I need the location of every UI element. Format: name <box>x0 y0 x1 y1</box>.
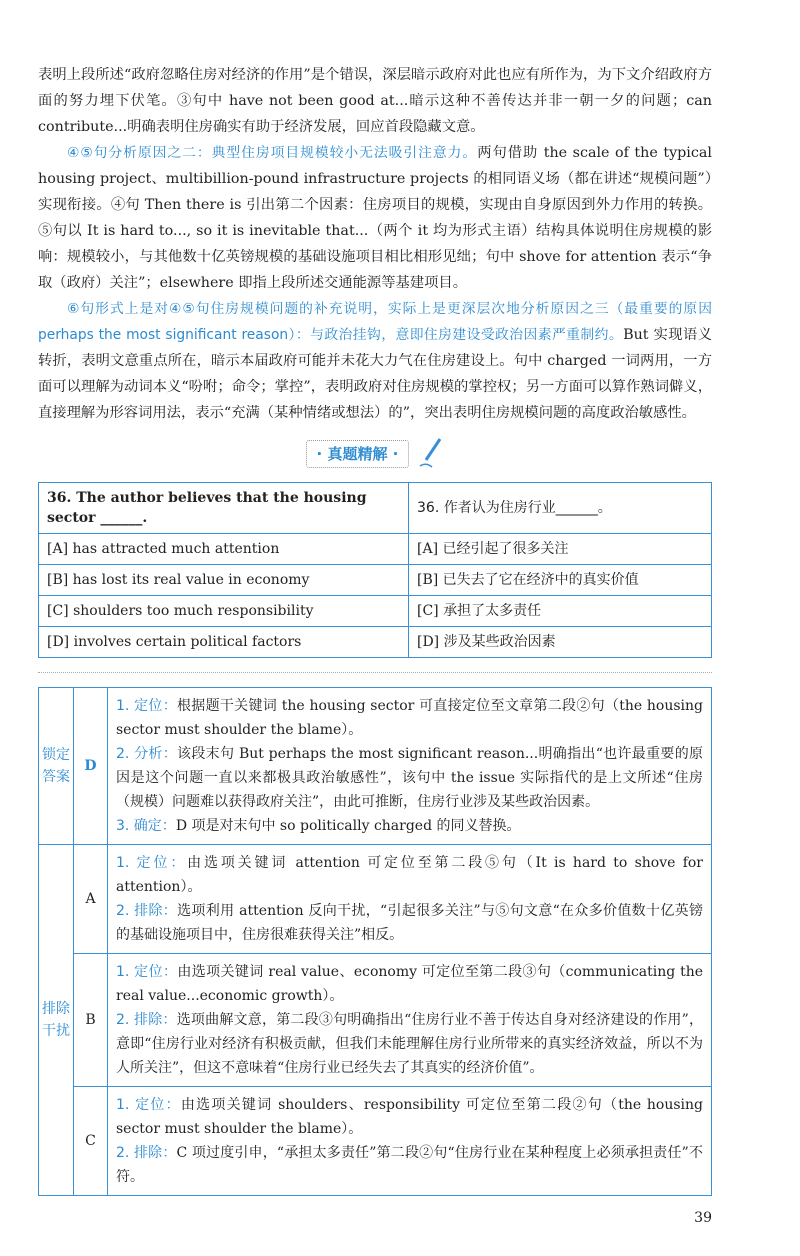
distractor-row-c <box>39 1087 712 1196</box>
distractor-letter: A <box>74 845 108 954</box>
page-number: 39 <box>694 1210 712 1226</box>
paragraph-2 <box>38 140 712 296</box>
step-label: 3. 确定： <box>116 818 176 834</box>
step-label: 1. 定位： <box>116 698 177 714</box>
step-text: 选项利用 attention 反向干扰，“引起很多关注”与⑤句文意“在众多价值数十亿英镑的基础设施项目中，住房很难获得关注”相反。 <box>116 903 703 943</box>
distractor-explanation <box>108 845 712 954</box>
step-label: 1. 定位： <box>116 855 188 871</box>
option-en: [B] has lost its real value in economy <box>39 565 409 596</box>
step-label: 2. 分析： <box>116 746 178 762</box>
dotted-divider <box>38 672 712 673</box>
paragraph-1 <box>38 62 712 140</box>
step-label: 2. 排除： <box>116 903 178 919</box>
distractor-row-b <box>39 954 712 1087</box>
paragraph-text: But 实现语义转折，表明文意重点所在，暗示本届政府可能并未花大力气在住房建设上。句中 charged 一词两用，一方面可以理解为动词本义“吩咐；命令；掌控”，表明政府对住房规模的掌控权；另一方面可以算作熟词僻义，直接理解为形容词用法，表示“充满（某种情绪或想法）的”，突出表明住房规模问题的高度政治敏感性。 <box>38 327 712 421</box>
highlight-text: ④⑤句分析原因之二：典型住房项目规模较小无法吸引注意力。 <box>67 145 478 161</box>
question-stem-en: 36. The author believes that the housing sector ______. <box>39 483 409 534</box>
step-label: 2. 排除： <box>116 1012 177 1028</box>
section-title-wrap <box>38 436 712 470</box>
lock-answer-label: 锁定答案 <box>39 688 74 845</box>
distractor-letter: B <box>74 954 108 1087</box>
step-text: 该段末句 But perhaps the most significant reason...明确指出“也许最重要的原因是这个问题一直以来都极具政治敏感性”，该句中 the issue 实际指代的是上文所述“住房（规模）问题难以获得政府关注”，由此可推断，住房行业涉及某些政治因素。 <box>116 746 703 810</box>
distractor-explanation <box>108 1087 712 1196</box>
pen-icon <box>418 436 444 470</box>
highlight-text: ⑥句形式上是对④⑤句住房规模问题的补充说明，实际上是更深层次地分析原因之三（最重要的原因 perhaps the most significant reason）：与政治挂钩，意即住房建设受政治因素严重制约。 <box>38 301 712 343</box>
option-en: [D] involves certain political factors <box>39 627 409 658</box>
step-label: 2. 排除： <box>116 1145 177 1161</box>
analysis-table <box>38 687 712 1196</box>
distractor-letter: C <box>74 1087 108 1196</box>
step-text: 由选项关键词 real value、economy 可定位至第二段③句（communicating the real value...economic growth）。 <box>116 964 703 1004</box>
step-text: 选项曲解文意，第二段③句明确指出“住房行业不善于传达自身对经济建设的作用”，意即“住房行业对经济有积极贡献，但我们未能理解住房行业所带来的真实经济效益，所以不为人所关注”，但这不意味着“住房行业已经失去了其真实的经济价值”。 <box>116 1012 704 1076</box>
step-text: 由选项关键词 attention 可定位至第二段⑤句（It is hard to shove for attention）。 <box>116 855 703 895</box>
option-row <box>39 627 712 658</box>
option-row <box>39 565 712 596</box>
step-text: D 项是对末句中 so politically charged 的同义替换。 <box>175 818 521 834</box>
paragraph-text: 表明上段所述“政府忽略住房对经济的作用”是个错误，深层暗示政府对此也应有所作为，为下文介绍政府方面的努力埋下伏笔。③句中 have not been good at...暗示这种不善传达并非一朝一夕的问题；can contribute...明确表明住房确实有助于经济发展，回应首段隐藏文意。 <box>38 67 712 135</box>
option-zh: [B] 已失去了它在经济中的真实价值 <box>409 565 712 596</box>
answer-row <box>39 688 712 845</box>
distractor-row-a <box>39 845 712 954</box>
step-text: C 项过度引申，“承担太多责任”第二段②句“住房行业在某种程度上必须承担责任”不符。 <box>116 1145 703 1185</box>
option-zh: [C] 承担了太多责任 <box>409 596 712 627</box>
paragraph-text: 两句借助 the scale of the typical housing project、multibillion-pound infrastructure projects 的相同语义场（都在讲述“规模问题”）实现衔接。④句 Then there is 引出第二个因素：住房项目的规模，实现由自身原因到外力作用的转换。⑤句以 It is hard to..., so it is inevitable that...（两个 it 均为形式主语）结构具体说明住房规模的影响：规模较小，与其他数十亿英镑规模的基础设施项目相比相形见绌；句中 shove for attention 表示“争取（政府）关注”；elsewhere 即指上段所述交通能源等基建项目。 <box>38 145 712 291</box>
step-text: 根据题干关键词 the housing sector 可直接定位至文章第二段②句（the housing sector must shoulder the blame）。 <box>116 698 703 738</box>
distractor-explanation <box>108 954 712 1087</box>
answer-letter: D <box>74 688 108 845</box>
section-title: · 真题精解 · <box>306 440 410 468</box>
option-zh: [A] 已经引起了很多关注 <box>409 534 712 565</box>
question-stem-row <box>39 483 712 534</box>
question-table <box>38 482 712 658</box>
option-zh: [D] 涉及某些政治因素 <box>409 627 712 658</box>
paragraph-3 <box>38 296 712 426</box>
step-label: 1. 定位： <box>116 964 178 980</box>
step-text: 由选项关键词 shoulders、responsibility 可定位至第二段②句（the housing sector must shoulder the blame）。 <box>116 1097 704 1137</box>
option-row <box>39 534 712 565</box>
option-row <box>39 596 712 627</box>
step-label: 1. 定位： <box>116 1097 181 1113</box>
option-en: [C] shoulders too much responsibility <box>39 596 409 627</box>
distractor-label: 排除干扰 <box>39 845 74 1196</box>
answer-explanation <box>108 688 712 845</box>
question-stem-zh: 36. 作者认为住房行业______。 <box>409 483 712 534</box>
option-en: [A] has attracted much attention <box>39 534 409 565</box>
